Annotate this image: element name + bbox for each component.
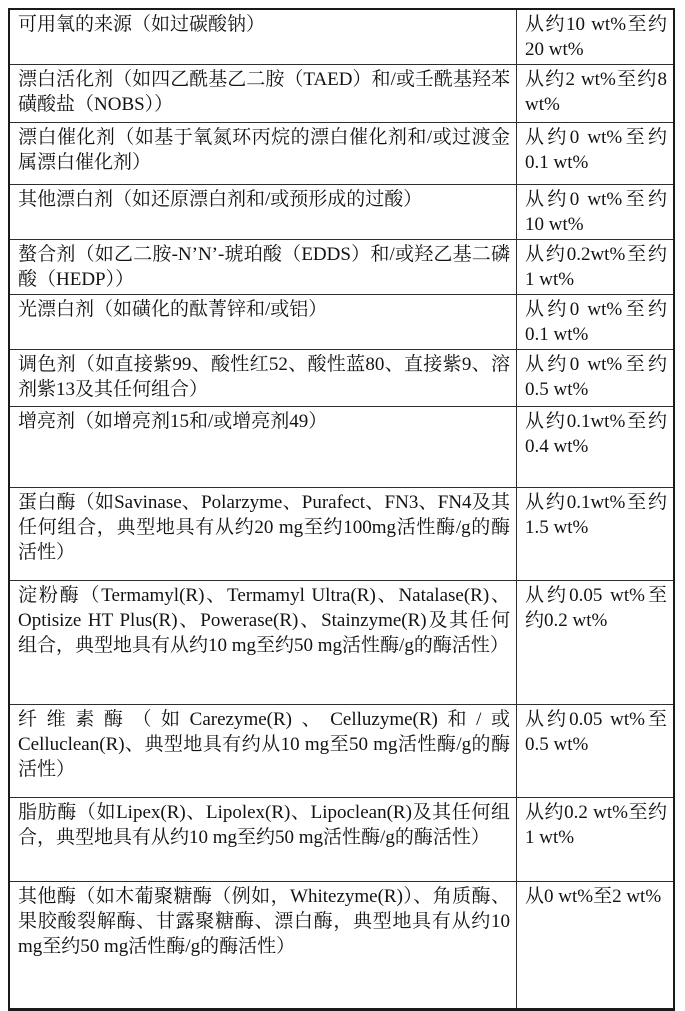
table-row	[10, 240, 673, 295]
range-cell: 从约0.05 wt%至0.5 wt%	[516, 705, 673, 797]
ingredient-cell: 可用氧的来源（如过碳酸钠）	[18, 14, 266, 35]
range-cell: 从0 wt%至2 wt%	[516, 882, 673, 1008]
range-cell: 从约0.2 wt%至约1 wt%	[516, 798, 673, 881]
range-cell: 从约0 wt%至约10 wt%	[516, 185, 673, 239]
range-cell: 从约0 wt%至约0.1 wt%	[516, 123, 673, 184]
table-row	[10, 581, 673, 705]
range-cell: 从约0 wt%至约0.1 wt%	[516, 295, 673, 349]
ingredient-cell: 光漂白剂（如磺化的酞菁锌和/或铝）	[18, 299, 328, 320]
ingredient-cell: 纤维素酶（如Carezyme(R)、Celluzyme(R)和/或Celluclean(R)、典型地具有约从10 mg至50 mg活性酶/g的酶活性）	[18, 709, 510, 780]
range-cell: 从约2 wt%至约8 wt%	[516, 65, 673, 122]
ingredient-cell: 漂白催化剂（如基于氧氮环丙烷的漂白催化剂和/或过渡金属漂白催化剂）	[18, 127, 510, 173]
ingredient-cell: 其他漂白剂（如还原漂白剂和/或预形成的过酸）	[18, 189, 423, 210]
table-row	[10, 882, 673, 1008]
table-row	[10, 185, 673, 240]
ingredient-cell: 脂肪酶（如Lipex(R)、Lipolex(R)、Lipoclean(R)及其任何组合，典型地具有从约10 mg至约50 mg活性酶/g的酶活性）	[18, 802, 510, 848]
ingredient-cell: 增亮剂（如增亮剂15和/或增亮剂49）	[18, 411, 328, 432]
table-row	[10, 350, 673, 407]
ingredient-cell: 蛋白酶（如Savinase、Polarzyme、Purafect、FN3、FN4及其任何组合，典型地具有从约20 mg至约100mg活性酶/g的酶活性）	[18, 492, 510, 563]
ingredient-cell: 螯合剂（如乙二胺-N’N’-琥珀酸（EDDS）和/或羟乙基二磷酸（HEDP））	[18, 244, 510, 290]
table-row	[10, 123, 673, 185]
table-row	[10, 65, 673, 123]
range-cell: 从约10 wt%至约20 wt%	[516, 10, 673, 64]
table-row	[10, 295, 673, 350]
ingredient-cell: 淀粉酶（Termamyl(R)、Termamyl Ultra(R)、Natalase(R)、Optisize HT Plus(R)、Powerase(R)、Stainzyme(R)及其任何组合，典型地具有从约10 mg至约50 mg活性酶/g的酶活性）	[18, 585, 510, 656]
range-cell: 从约0.05 wt%至约0.2 wt%	[516, 581, 673, 704]
range-cell: 从约0.1wt%至约0.4 wt%	[516, 407, 673, 487]
table-row	[10, 705, 673, 798]
range-cell: 从约0 wt%至约0.5 wt%	[516, 350, 673, 406]
range-cell: 从约0.2wt%至约1 wt%	[516, 240, 673, 294]
ingredient-cell: 漂白活化剂（如四乙酰基乙二胺（TAED）和/或壬酰基羟苯磺酸盐（NOBS））	[18, 69, 510, 115]
ingredient-cell: 调色剂（如直接紫99、酸性红52、酸性蓝80、直接紫9、溶剂紫13及其任何组合）	[18, 354, 510, 400]
ingredients-table	[8, 8, 675, 1011]
table-row	[10, 798, 673, 882]
table-row	[10, 488, 673, 581]
range-cell: 从约0.1wt%至约1.5 wt%	[516, 488, 673, 580]
ingredient-cell: 其他酶（如木葡聚糖酶（例如，Whitezyme(R)）、角质酶、果胶酸裂解酶、甘露聚糖酶、漂白酶，典型地具有从约10 mg至约50 mg活性酶/g的酶活性）	[18, 886, 510, 957]
table-row	[10, 407, 673, 488]
table-row	[10, 10, 673, 65]
